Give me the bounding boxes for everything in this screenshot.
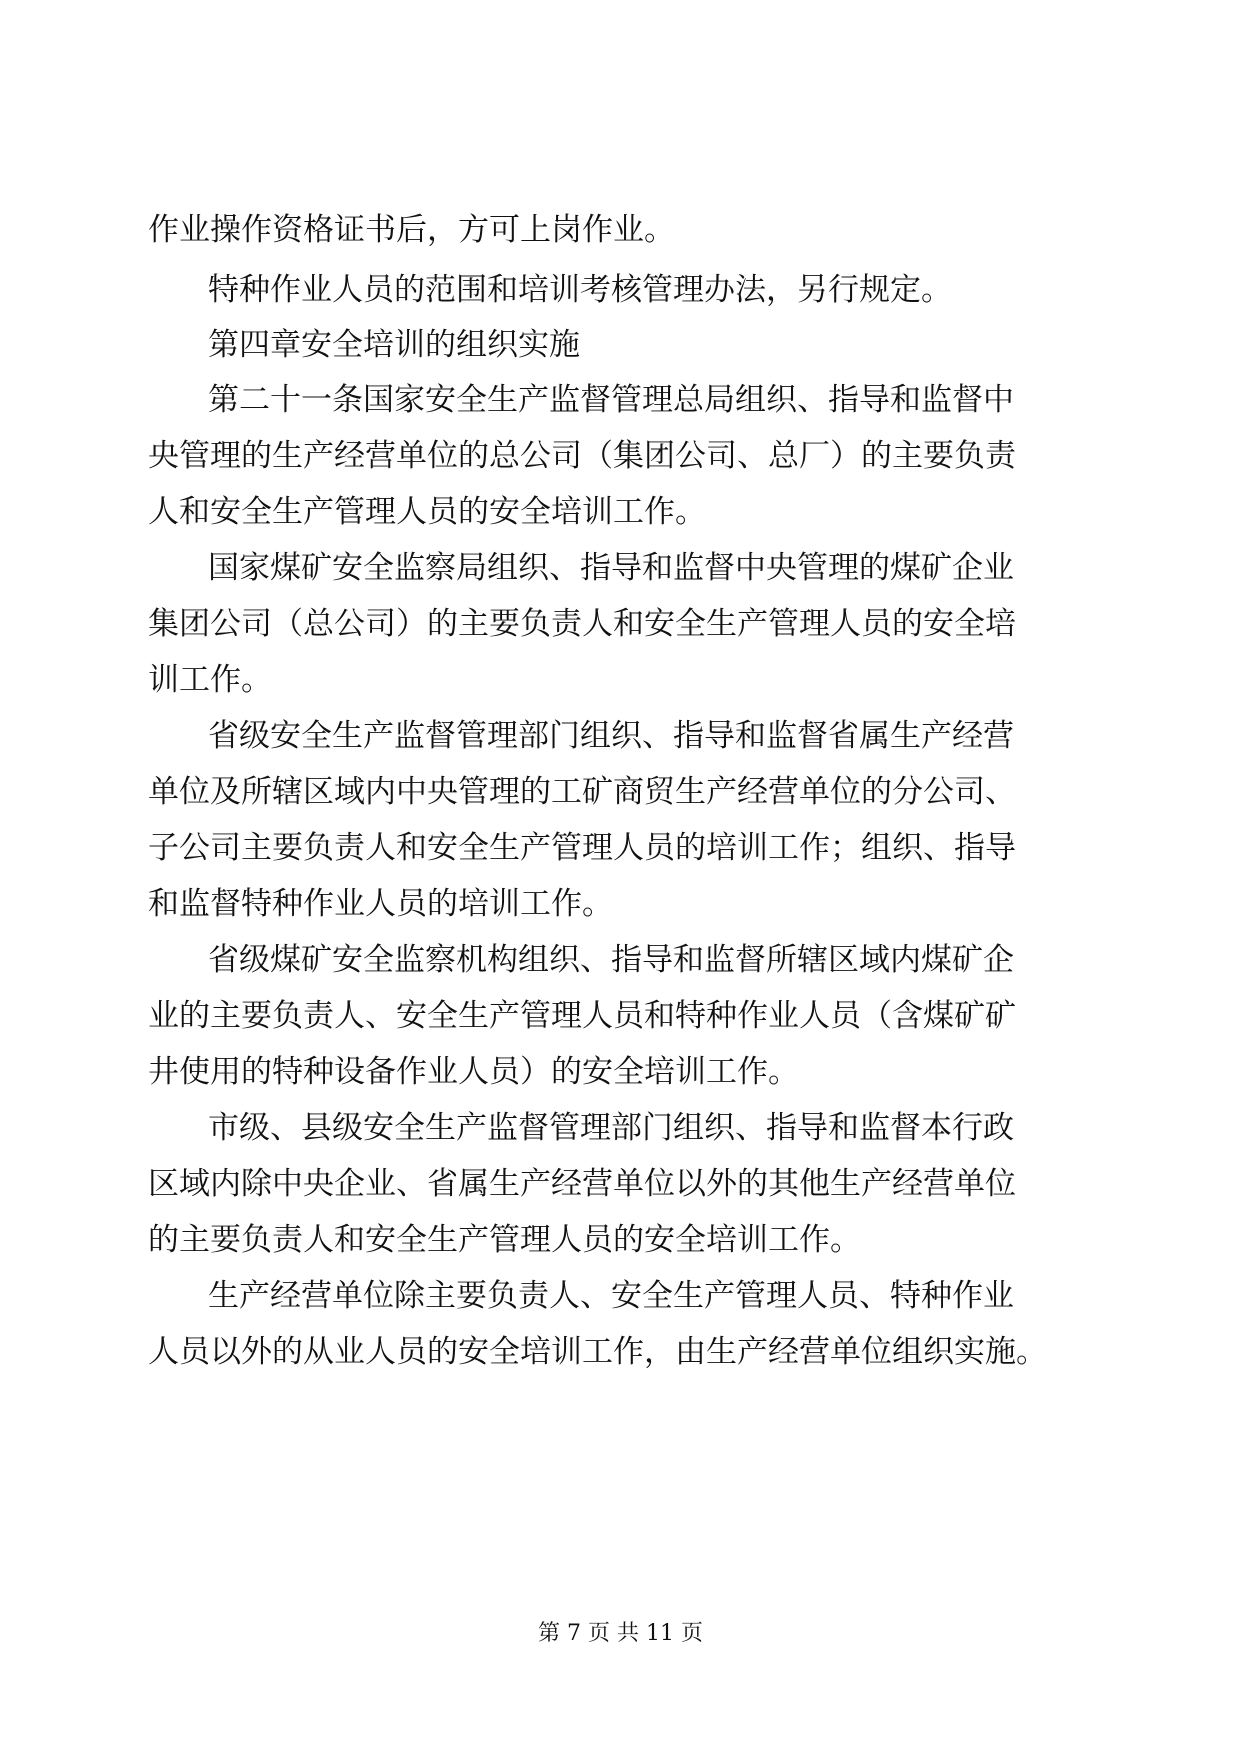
body-line: 和监督特种作业人员的培训工作。 (148, 886, 613, 922)
body-line: 生产经营单位除主要负责人、安全生产管理人员、特种作业 (208, 1278, 1014, 1314)
body-line: 市级、县级安全生产监督管理部门组织、指导和监督本行政 (208, 1110, 1014, 1146)
body-line: 集团公司（总公司）的主要负责人和安全生产管理人员的安全培 (148, 606, 1016, 642)
body-line: 单位及所辖区域内中央管理的工矿商贸生产经营单位的分公司、 (148, 774, 1016, 810)
body-line: 子公司主要负责人和安全生产管理人员的培训工作；组织、指导 (148, 830, 1016, 866)
body-line: 央管理的生产经营单位的总公司（集团公司、总厂）的主要负责 (148, 438, 1016, 474)
body-line: 业的主要负责人、安全生产管理人员和特种作业人员（含煤矿矿 (148, 998, 1016, 1034)
body-line: 作业操作资格证书后，方可上岗作业。 (148, 212, 675, 248)
body-line: 井使用的特种设备作业人员）的安全培训工作。 (148, 1054, 799, 1090)
body-line: 第二十一条国家安全生产监督管理总局组织、指导和监督中 (208, 382, 1014, 418)
body-line: 特种作业人员的范围和培训考核管理办法，另行规定。 (208, 272, 952, 308)
body-line: 区域内除中央企业、省属生产经营单位以外的其他生产经营单位 (148, 1166, 1016, 1202)
body-line: 人和安全生产管理人员的安全培训工作。 (148, 494, 706, 530)
body-line: 的主要负责人和安全生产管理人员的安全培训工作。 (148, 1222, 861, 1258)
body-line: 国家煤矿安全监察局组织、指导和监督中央管理的煤矿企业 (208, 550, 1014, 586)
chapter-heading: 第四章安全培训的组织实施 (208, 327, 580, 363)
body-line: 人员以外的从业人员的安全培训工作，由生产经营单位组织实施。 (148, 1334, 1047, 1370)
page-number: 第 7 页 共 11 页 (538, 1621, 703, 1646)
body-line: 训工作。 (148, 662, 272, 698)
body-line: 省级安全生产监督管理部门组织、指导和监督省属生产经营 (208, 718, 1014, 754)
body-line: 省级煤矿安全监察机构组织、指导和监督所辖区域内煤矿企 (208, 942, 1014, 978)
